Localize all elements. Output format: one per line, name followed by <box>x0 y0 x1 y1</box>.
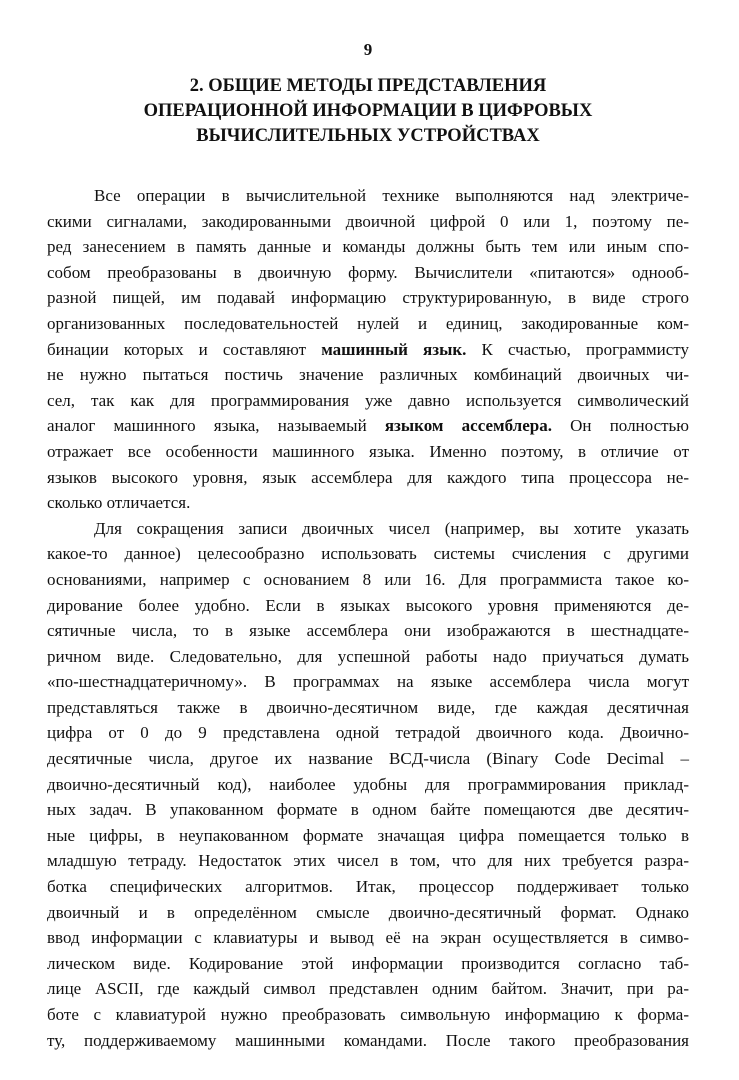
text-fragment: бинации которых и составляют <box>47 339 322 359</box>
text-line: цифра от 0 до 9 представлена одной тетрадой двоичного кода. Двоично- <box>47 723 689 743</box>
text-line: основаниями, например с основанием 8 или 16. Для программиста такое ко- <box>47 569 689 589</box>
text-line: Все операции в вычислительной технике выполняются над электриче- <box>94 186 689 205</box>
text-line: лическом виде. Кодирование этой информации производится согласно таб- <box>47 953 689 973</box>
text-line: ту, поддерживаемому машинными командами. После такого преобразования <box>47 1030 689 1050</box>
text-line: языков высокого уровня, язык ассемблера для каждого типа процессора не- <box>47 467 689 487</box>
paragraph-2 <box>47 516 689 1053</box>
text-fragment: К счастью, программисту <box>466 339 689 359</box>
text-line: дирование более удобно. Если в языках высокого уровня применяются де- <box>47 595 689 615</box>
section-title <box>47 74 689 149</box>
text-line: скими сигналами, закодированными двоичной цифрой 0 или 1, поэтому пе- <box>47 211 689 231</box>
text-line: ввод информации с клавиатуры и вывод её на экран осуществляется в симво- <box>47 928 689 948</box>
paragraph-1 <box>47 183 689 516</box>
text-line: десятичные числа, другое их название BCД-числа (Binary Code Decimal – <box>47 749 689 769</box>
page-number: 9 <box>363 40 373 59</box>
section-title-line-2: ОПЕРАЦИОННОЙ ИНФОРМАЦИИ В ЦИФРОВЫХ <box>143 101 593 121</box>
section-title-line-3: ВЫЧИСЛИТЕЛЬНЫХ УСТРОЙСТВАХ <box>196 126 540 146</box>
text-line <box>47 413 689 439</box>
text-line: не нужно пытаться постичь значение различных комбинаций двоичных чи- <box>47 365 689 385</box>
text-line: сколько отличается. <box>47 493 191 513</box>
text-line: какое-то данное) целесообразно использовать системы счисления с другими <box>47 544 689 564</box>
text-line: представляться также в двоично-десятичном виде, где каждая десятичная <box>47 697 689 717</box>
term-assembly-language: языком ассемблера. <box>384 416 552 436</box>
text-line: ные цифры, в неупакованном формате значащая цифра помещается только в <box>47 825 689 845</box>
text-line: Для сокращения записи двоичных чисел (например, вы хотите указать <box>94 518 689 538</box>
section-title-line-1: 2. ОБЩИЕ МЕТОДЫ ПРЕДСТАВЛЕНИЯ <box>189 76 547 96</box>
text-line: сел, так как для программирования уже давно используется символический <box>47 390 689 410</box>
text-fragment: Он полностью <box>551 416 689 436</box>
text-line: двоично-десятичный код), наиболее удобны для программирования приклад- <box>47 774 689 794</box>
page <box>47 40 689 1053</box>
text-fragment: аналог машинного языка, называемый <box>47 416 385 436</box>
text-line: ботка специфических алгоритмов. Итак, процессор поддерживает только <box>47 877 689 897</box>
text-line: ричном виде. Следовательно, для успешной работы надо приучаться думать <box>47 646 689 666</box>
text-line: отражает все особенности машинного языка. Именно поэтому, в отличие от <box>47 441 689 461</box>
text-line: младшую тетраду. Недостаток этих чисел в том, что для них требуется разра- <box>47 851 689 871</box>
text-line: собом преобразованы в двоичную форму. Вычислители «питаются» однооб- <box>47 262 689 282</box>
text-line: лице ASCII, где каждый символ представлен одним байтом. Значит, при ра- <box>47 979 689 999</box>
text-line: ных задач. В упакованном формате в одном байте помещаются две десятич- <box>47 800 689 820</box>
term-machine-language: машинный язык. <box>321 339 467 359</box>
text-line: двоичный и в определённом смысле двоично-десятичный формат. Однако <box>47 902 689 922</box>
text-line <box>47 337 689 363</box>
text-line: сятичные числа, то в языке ассемблера они изображаются в шестнадцате- <box>47 621 689 641</box>
text-line: разной пищей, им подавай информацию структурированную, в виде строго <box>47 288 689 308</box>
text-line: ред занесением в память данные и команды должны быть тем или иным спо- <box>47 237 689 257</box>
text-line: организованных последовательностей нулей и единиц, закодированные ком- <box>47 313 689 333</box>
text-line: боте с клавиатурой нужно преобразовать символьную информацию к форма- <box>47 1005 689 1024</box>
text-line: «по-шестнадцатеричному». В программах на языке ассемблера числа могут <box>47 672 689 692</box>
